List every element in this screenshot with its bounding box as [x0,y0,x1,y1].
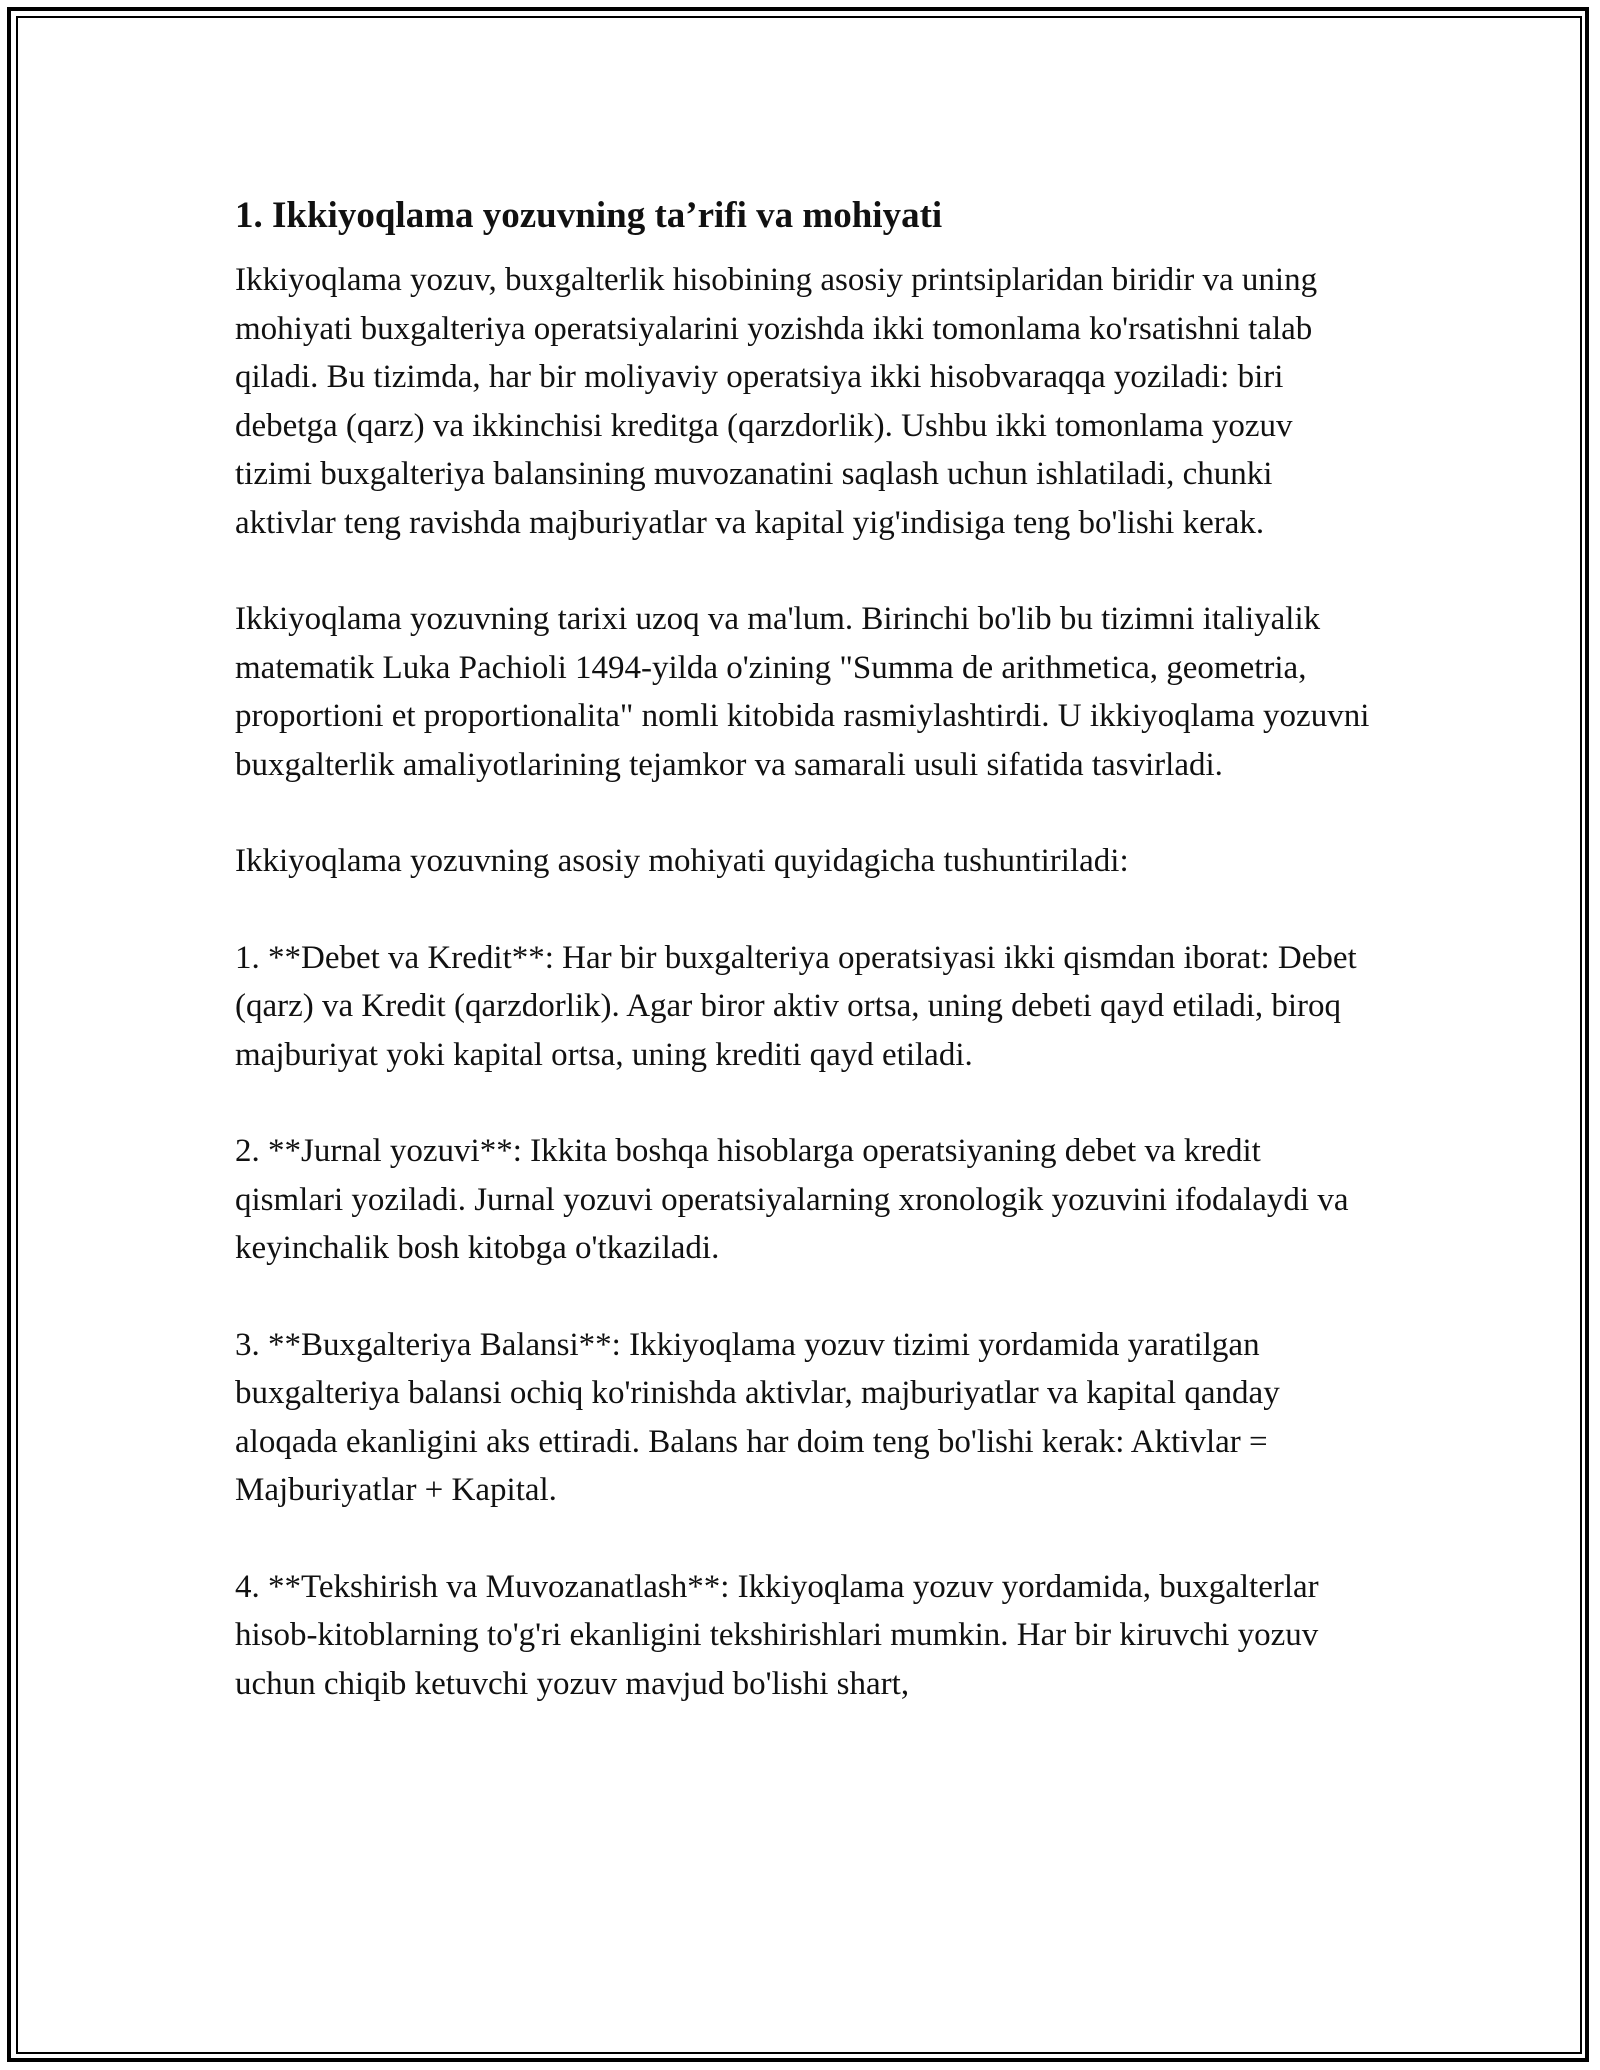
paragraph-definition: Ikkiyoqlama yozuv, buxgalterlik hisobining asosiy printsiplaridan biridir va uning mohiyati buxgalteriya operatsiyalarini yozishda ikki tomonlama ko'rsatishni talab qiladi. Bu tizimda, har bir moliyaviy operatsiya ikki hisobvaraqqa yoziladi: biri debetga (qarz) va ikkinchisi kreditga (qarzdorlik). Ushbu ikki tomonlama yozuv tizimi buxgalteriya balansining muvozanatini saqlash uchun ishlatiladi, chunki aktivlar teng ravishda majburiyatlar va kapital yig'indisiga teng bo'lishi kerak. [235,262,1318,541]
list-item-balance: 3. **Buxgalteriya Balansi**: Ikkiyoqlama yozuv tizimi yordamida yaratilgan buxgalteriya balansi ochiq ko'rinishda aktivlar, majburiyatlar va kapital qanday aloqada ekanligini aks ettiradi. Balans har doim teng bo'lishi kerak: Aktivlar = Majburiyatlar + Kapital. [235,1326,1280,1508]
paragraph-history: Ikkiyoqlama yozuvning tarixi uzoq va ma'lum. Birinchi bo'lib bu tizimni italiyalik matematik Luka Pachioli 1494-yilda o'zining "Summa de arithmetica, geometria, proportioni et proportionalita" nomli kitobida rasmiylashtirdi. U ikkiyoqlama yozuvni buxgalterlik amaliyotlarining tejamkor va samarali usuli sifatida tasvirladi. [235,601,1370,783]
paragraph-intro-list: Ikkiyoqlama yozuvning asosiy mohiyati quyidagicha tushuntiriladi: [235,843,1129,879]
list-item-journal-entry: 2. **Jurnal yozuvi**: Ikkita boshqa hisoblarga operatsiyaning debet va kredit qismlari yoziladi. Jurnal yozuvi operatsiyalarning xronologik yozuvini ifodalaydi va keyinchalik bosh kitobga o'tkaziladi. [235,1133,1349,1266]
document-body [235,190,1375,1756]
section-heading: 1. Ikkiyoqlama yozuvning ta’rifi va mohiyati [235,195,943,236]
list-item-debit-credit: 1. **Debet va Kredit**: Har bir buxgalteriya operatsiyasi ikki qismdan iborat: Debet (qarz) va Kredit (qarzdorlik). Agar biror aktiv ortsa, uning debeti qayd etiladi, biroq majburiyat yoki kapital ortsa, uning krediti qayd etiladi. [235,939,1357,1073]
list-item-verification: 4. **Tekshirish va Muvozanatlash**: Ikkiyoqlama yozuv yordamida, buxgalterlar hisob-kitoblarning to'g'ri ekanligini tekshirishlari mumkin. Har bir kiruvchi yozuv uchun chiqib ketuvchi yozuv mavjud bo'lishi shart, [235,1568,1319,1702]
